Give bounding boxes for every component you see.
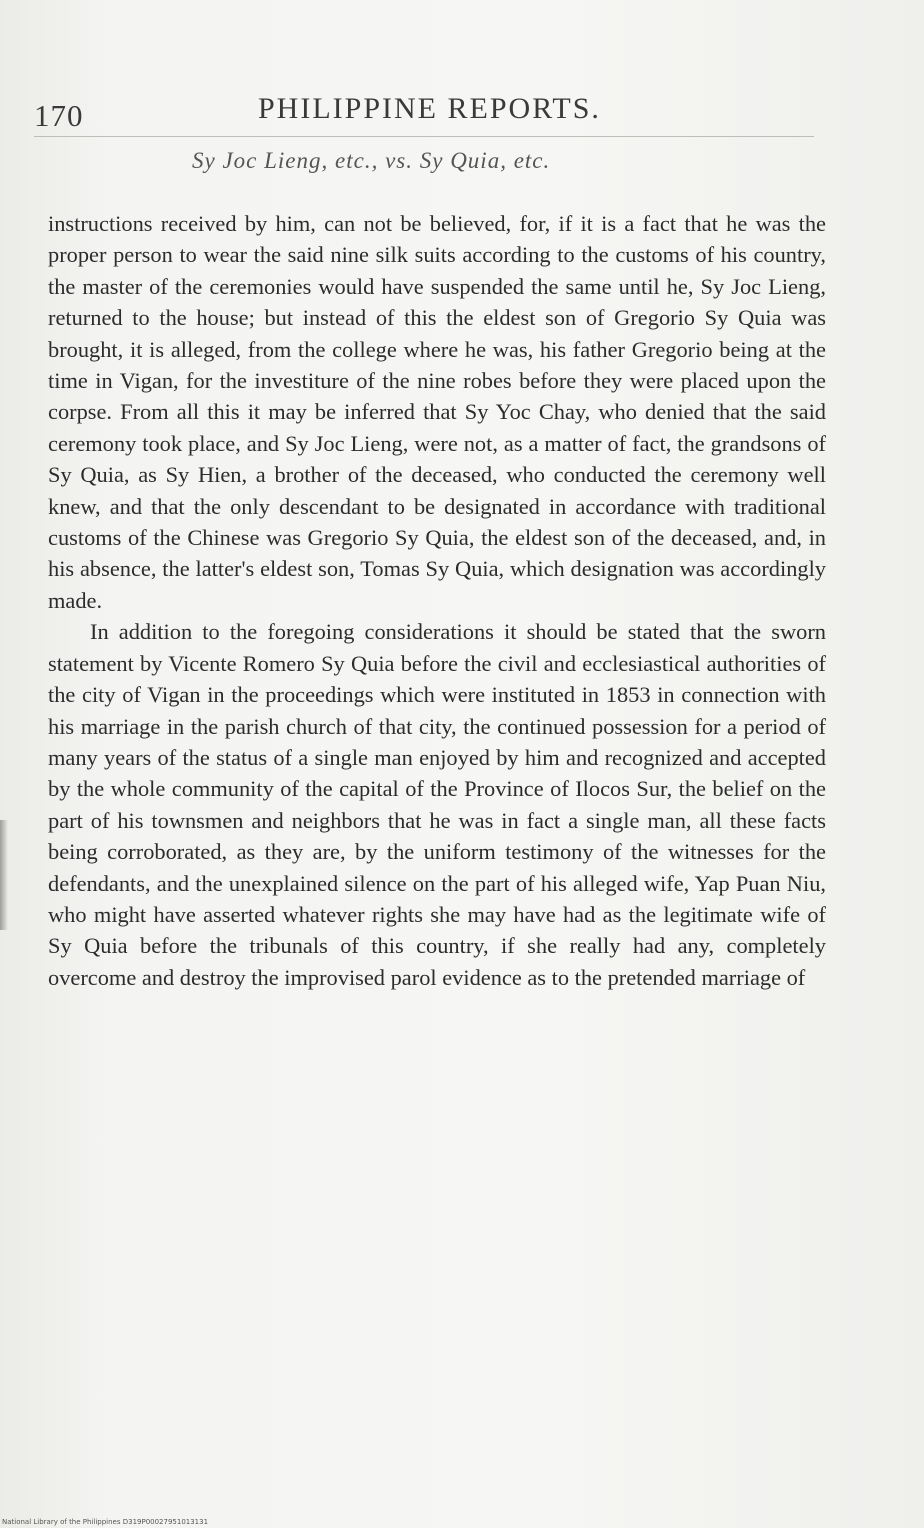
page-number: 170: [34, 98, 84, 133]
paragraph-continuation: instructions received by him, can not be believed, for, if it is a fact that he was the proper person to wear the said nine silk suits according to the customs of his country, the master of the ceremonies would have suspended the same until he, Sy Joc Lieng, returned to the house; but instead of this the eldest son of Gregorio Sy Quia was brought, it is alleged, from the college where he was, his father Gregorio being at the time in Vigan, for the investiture of the nine robes before they were placed upon the corpse. From all this it may be inferred that Sy Yoc Chay, who denied that the said ceremony took place, and Sy Joc Lieng, were not, as a matter of fact, the grandsons of Sy Quia, as Sy Hien, a brother of the deceased, who conducted the ceremony well knew, and that the only descendant to be designated in accordance with traditional customs of the Chinese was Gregorio Sy Quia, the eldest son of the deceased, and, in his absence, the latter's eldest son, Tomas Sy Quia, which designation was accordingly made.: [48, 211, 826, 613]
case-caption: Sy Joc Lieng, etc., vs. Sy Quia, etc.: [192, 148, 551, 173]
running-title: PHILIPPINE REPORTS.: [258, 92, 601, 125]
scan-credit: National Library of the Philippines D319P00027951013131: [2, 1518, 209, 1526]
binding-shadow: [0, 820, 8, 930]
page-header: [34, 92, 824, 132]
paragraph-additional-considerations: In addition to the foregoing considerations it should be stated that the sworn statement by Vicente Romero Sy Quia before the civil and ecclesiastical authorities of the city of Vigan in the proceedings which were instituted in 1853 in connection with his marriage in the parish church of that city, the continued possession for a period of many years of the status of a single man enjoyed by him and recognized and accepted by the whole community of the capital of the Province of Ilocos Sur, the belief on the part of his townsmen and neighbors that he was in fact a single man, all these facts being corroborated, as they are, by the uniform testimony of the witnesses for the defendants, and the unexplained silence on the part of his alleged wife, Yap Puan Niu, who might have asserted whatever rights she may have had as the legitimate wife of Sy Quia before the tribunals of this country, if she really had any, completely overcome and destroy the improvised parol evidence as to the pretended marriage of: [48, 619, 826, 990]
body-text: [48, 208, 826, 993]
header-rule: [34, 136, 814, 137]
